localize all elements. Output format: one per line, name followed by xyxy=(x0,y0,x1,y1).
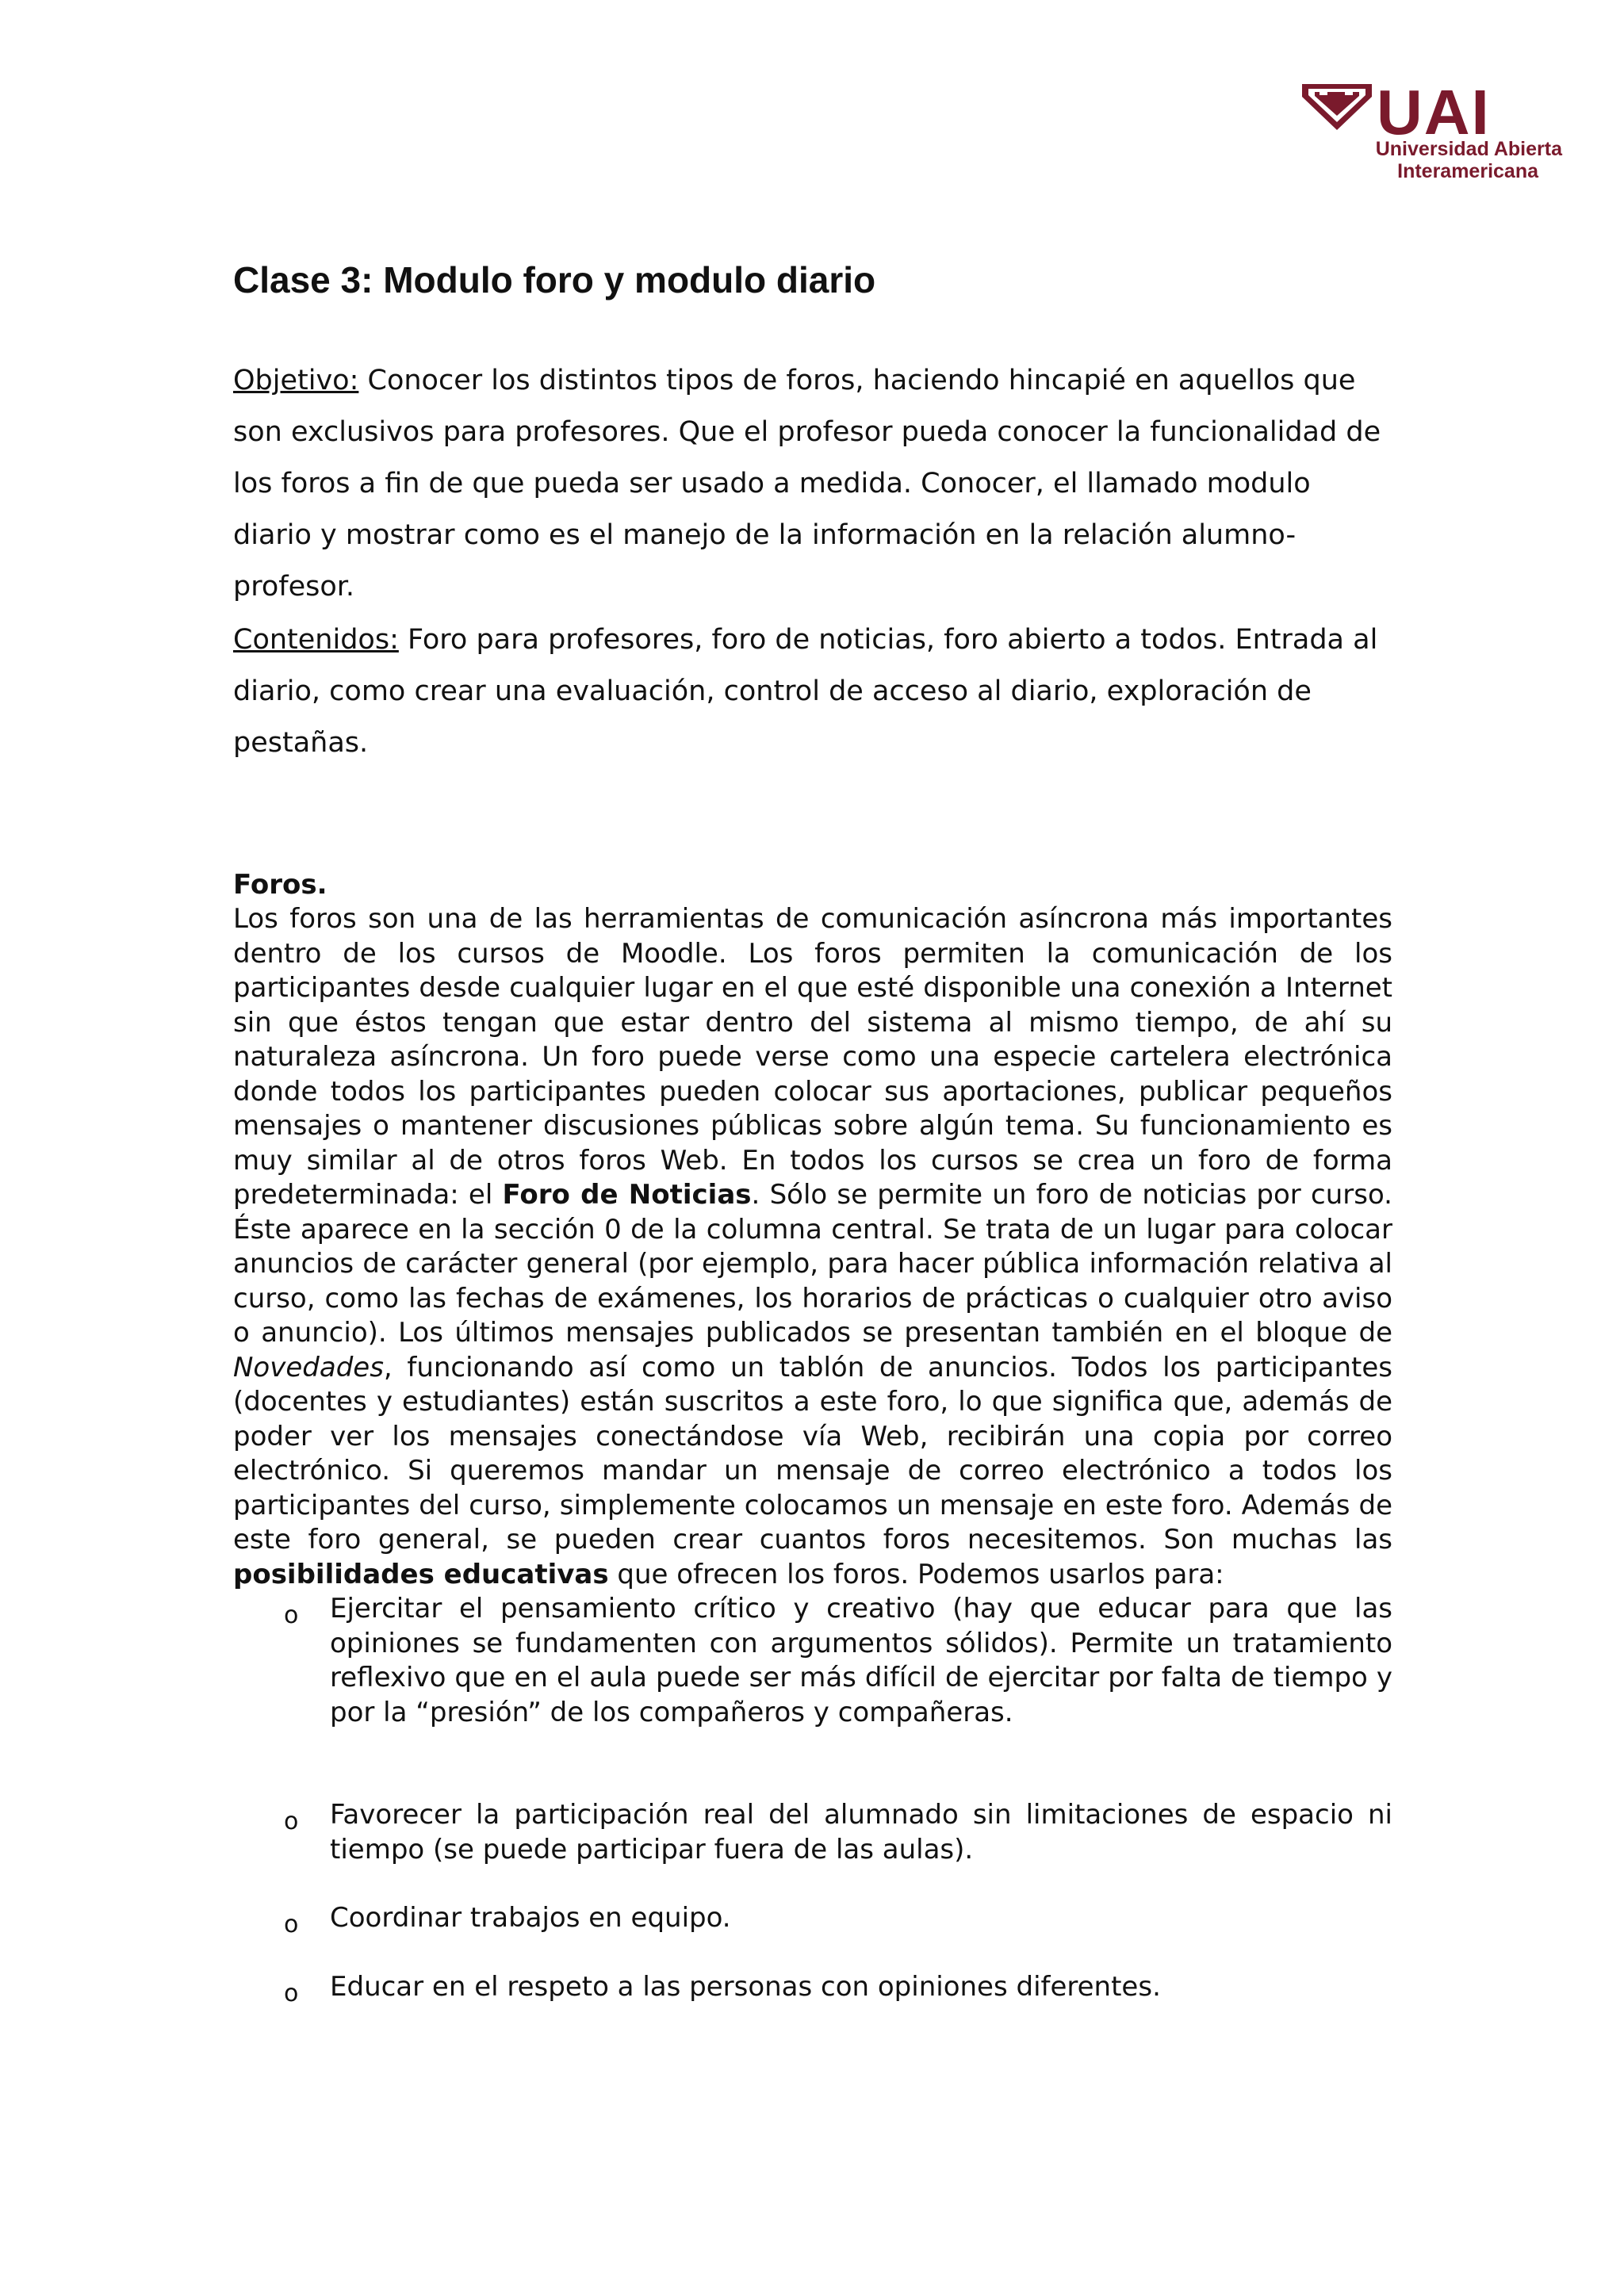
bullet-marker: o xyxy=(284,1980,299,2007)
logo-line-1: Universidad Abierta xyxy=(1375,138,1562,160)
section-heading: Foros. xyxy=(233,869,327,901)
list-item: Educar en el respeto a las personas con opiniones diferentes. xyxy=(330,1971,1161,2003)
forums-text-3: , funcionando así como un tablón de anuncios. Todos los participantes (docentes y estudiantes) están suscritos a este foro, lo que significa que, además de poder ver los mensajes conectándose vía Web, recibirán una copia por correo electrónico. Si queremos mandar un mensaje de correo electrónico a todos los participantes del curso, simplemente colocamos un mensaje en este foro. Además de este foro general, se pueden crear cuantos foros necesitemos. Son muchas las xyxy=(233,1351,1392,1556)
logo-mark: UAI xyxy=(1377,77,1491,147)
contents-text: Foro para profesores, foro de noticias, foro abierto a todos. Entrada al diario, como crear una evaluación, control de acceso al diario, exploración de pestañas. xyxy=(233,624,1378,759)
bullet-marker: o xyxy=(284,1911,299,1938)
forums-bold-1: Foro de Noticias xyxy=(502,1179,752,1211)
forums-text-1: Los foros son una de las herramientas de comunicación asíncrona más importantes dentro de los cursos de Moodle. Los foros permiten la comunicación de los participantes desde cualquier lugar en el que esté disponible una conexión a Internet sin que éstos tengan que estar dentro del sistema al mismo tiempo, de ahí su naturaleza asíncrona. Un foro puede verse como una especie cartelera electrónica donde todos los participantes pueden colocar sus aportaciones, publicar pequeños mensajes o mantener discusiones públicas sobre algún tema. Su funcionamiento es muy similar al de otros foros Web. En todos los cursos se crea un foro de forma predeterminada: el xyxy=(233,903,1392,1211)
uai-logo xyxy=(1300,77,1562,182)
list-item: Ejercitar el pensamiento crítico y creativo (hay que educar para que las opiniones se fundamenten con argumentos sólidos). Permite un tratamiento reflexivo que en el aula puede ser más difícil de ejercitar por falta de tiempo y por la “presión” de los compañeros y compañeras. xyxy=(330,1593,1392,1728)
logo-line-2: Interamericana xyxy=(1397,160,1538,182)
list-item: Favorecer la participación real del alumnado sin limitaciones de espacio ni tiempo (se puede participar fuera de las aulas). xyxy=(330,1799,1392,1866)
objective-label: Objetivo: xyxy=(233,365,359,396)
shield-icon xyxy=(1300,82,1373,132)
forums-text-4: que ofrecen los foros. Podemos usarlos para: xyxy=(608,1558,1224,1590)
page-title: Clase 3: Modulo foro y modulo diario xyxy=(233,259,876,300)
forums-bold-2: posibilidades educativas xyxy=(233,1558,609,1590)
contents-label: Contenidos: xyxy=(233,624,399,656)
bullet-marker: o xyxy=(284,1601,299,1629)
list-item: Coordinar trabajos en equipo. xyxy=(330,1902,731,1934)
objective-text: Conocer los distintos tipos de foros, haciendo hincapié en aquellos que son exclusivos para profesores. Que el profesor pueda conocer la funcionalidad de los foros a fin de que pueda ser usado a medida. Conocer, el llamado modulo diario y mostrar como es el manejo de la información en la relación alumno-profesor. xyxy=(233,365,1381,603)
contents-paragraph xyxy=(233,614,1391,769)
forums-text-2: . Sólo se permite un foro de noticias por curso. Éste aparece en la sección 0 de la columna central. Se trata de un lugar para colocar anuncios de carácter general (por ejemplo, para hacer pública información relativa al curso, como las fechas de exámenes, los horarios de prácticas o cualquier otro aviso o anuncio). Los últimos mensajes publicados se presentan también en el bloque de xyxy=(233,1179,1392,1349)
forums-italic-1: Novedades xyxy=(233,1351,384,1383)
bullet-marker: o xyxy=(284,1808,299,1835)
forums-paragraph xyxy=(233,902,1392,1592)
objective-paragraph xyxy=(233,355,1391,613)
